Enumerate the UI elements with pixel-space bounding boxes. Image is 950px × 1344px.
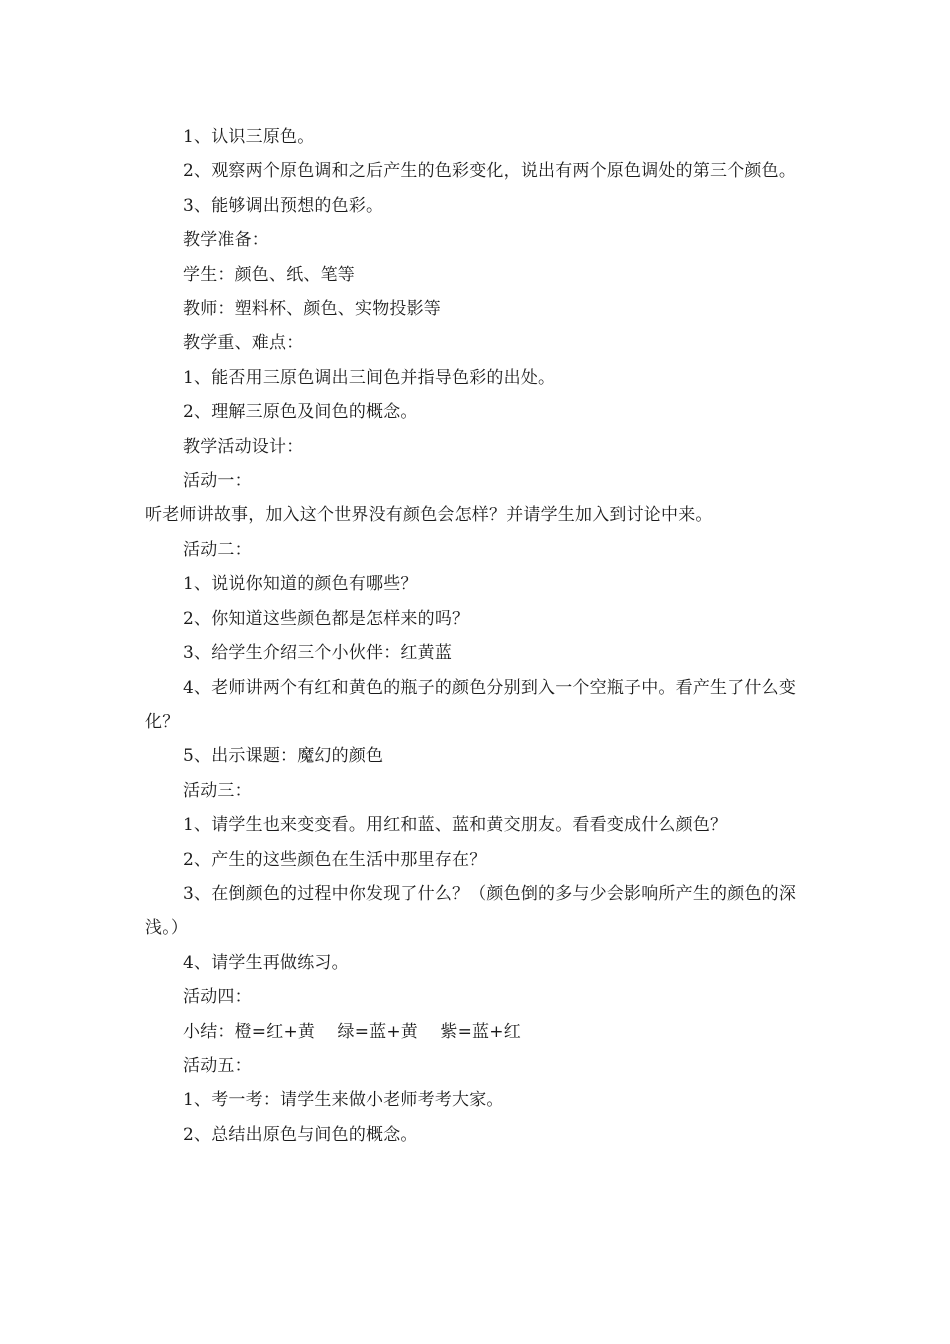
heading-activity-4: 活动四：: [183, 987, 252, 1008]
heading-activity-design: 教学活动设计：: [183, 436, 304, 457]
paragraph-goal-1: 1、认识三原色。: [183, 127, 315, 147]
paragraph-activity-2-4: 4、老师讲两个有红和黄色的瓶子的颜色分别到入一个空瓶子中。看产生了什么变化？: [145, 677, 797, 732]
paragraph-activity-5-1: 1、考一考：请学生来做小老师考考大家。: [183, 1090, 504, 1111]
paragraph-activity-2-5: 5、出示课题：魔幻的颜色: [183, 746, 384, 767]
paragraph-key-point-1: 1、能否用三原色调出三间色并指导色彩的出处。: [183, 367, 556, 388]
paragraph-activity-3-4: 4、请学生再做练习。: [183, 952, 349, 973]
paragraph-activity-5-2: 2、总结出原色与间色的概念。: [183, 1124, 418, 1145]
paragraph-activity-2-1: 1、说说你知道的颜色有哪些？: [183, 574, 418, 595]
paragraph-goal-3: 3、能够调出预想的色彩。: [183, 195, 384, 216]
paragraph-teacher: 教师：塑料杯、颜色、实物投影等: [183, 299, 441, 320]
heading-activity-2: 活动二：: [183, 539, 252, 560]
paragraph-activity-2-2: 2、你知道这些颜色都是怎样来的吗？: [183, 608, 470, 629]
heading-key-points: 教学重、难点：: [183, 333, 304, 354]
paragraph-activity-1: 听老师讲故事，加入这个世界没有颜色会怎样？并请学生加入到讨论中来。: [145, 505, 713, 526]
heading-preparation: 教学准备：: [183, 230, 269, 251]
paragraph-activity-2-3: 3、给学生介绍三个小伙伴：红黄蓝: [183, 643, 453, 664]
heading-activity-3: 活动三：: [183, 780, 252, 801]
paragraph-activity-3-1: 1、请学生也来变变看。用红和蓝、蓝和黄交朋友。看看变成什么颜色？: [183, 815, 728, 836]
paragraph-students: 学生：颜色、纸、笔等: [183, 264, 355, 285]
paragraph-goal-2: 2、观察两个原色调和之后产生的色彩变化，说出有两个原色调处的第三个颜色。: [183, 161, 797, 182]
document-body: [145, 120, 805, 1152]
heading-activity-5: 活动五：: [183, 1055, 252, 1076]
paragraph-activity-3-2: 2、产生的这些颜色在生活中那里存在？: [183, 849, 487, 870]
paragraph-activity-3-3: 3、在倒颜色的过程中你发现了什么？（颜色倒的多与少会影响所产生的颜色的深浅。）: [145, 883, 797, 939]
heading-activity-1: 活动一：: [183, 471, 252, 492]
paragraph-key-point-2: 2、理解三原色及间色的概念。: [183, 402, 418, 423]
paragraph-summary: 小结：橙=红+黄 绿=蓝+黄 紫=蓝+红: [183, 1021, 521, 1042]
